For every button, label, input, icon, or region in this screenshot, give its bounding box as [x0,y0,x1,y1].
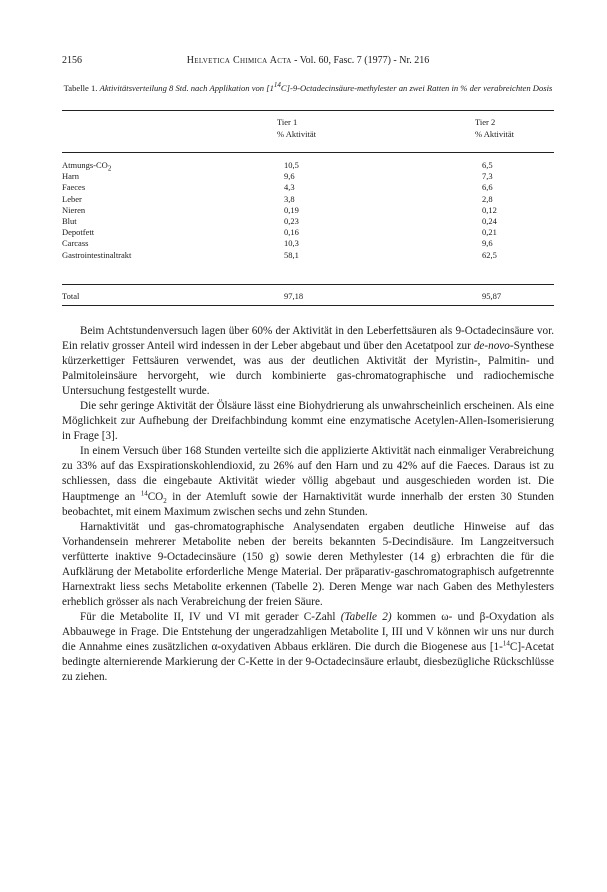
row-value-tier-1: 0,19 [284,204,299,215]
row-label [62,216,77,227]
body-text [62,324,554,685]
table-row [62,205,554,216]
paragraph-5-text-a: Für die Metabolite II, IV und VI mit gerader C-Zahl [80,610,341,623]
row-value-tier-2: 9,6 [482,238,493,249]
paragraph-1-emphasis: de-novo [473,340,510,353]
table-top-rule [62,110,554,111]
table-header [62,117,554,145]
paragraph-5-text-c: C]-Acetat bedingte alternierende Markierung der C-Kette in der 9-Octadecinsäure erlaubt, diesbezügliche Rückschlüsse zu ziehen. [62,640,554,684]
table-row [62,194,554,205]
volume-info: - Vol. 60, Fasc. 7 (1977) - Nr. 216 [294,55,430,66]
table-row [62,216,554,227]
paragraph-5-emphasis: (Tabelle 2) [340,610,392,623]
paragraph-5-text-b: kommen ω- und β-Oxydation als Abbauwege in Frage. Die Entstehung der ungeradzahligen Metabolite I, III und V können wir uns nur durch die Annahme eines zusätzlichen α-oxydativen Abbaus erklären. Die durch die Biogenese aus [1- [62,610,554,653]
table-row [62,182,554,193]
column-1-title: Tier 1 [277,117,298,127]
paragraph-5-superscript: 14 [502,639,510,648]
row-value-tier-2: 6,6 [482,182,493,193]
paragraph-3-text-c: in der Atemluft sowie der Harnaktivität wurde innerhalb der ersten 30 Stunden beobachtet, mit einem Maximum zwischen sechs und zehn Stunden. [62,490,554,518]
column-header-1 [277,117,316,140]
row-label [62,171,79,182]
table-row [62,250,554,261]
total-value-tier-2: 95,87 [482,291,502,301]
column-header-2 [475,117,514,140]
row-label [62,238,88,249]
paragraph-3-text-a: In einem Versuch über 168 Stunden verteilte sich die applizierte Aktivität nach einmaliger Verabreichung zu 33% auf das Exspirationskohlendioxid, zu 26% auf den Harn und zu 42% auf die Faeces. Daraus ist zu schliessen, dass die eingebaute Aktivität wieder völlig abgebaut und ausgeschieden worden ist. Die Hauptmenge an [62,445,554,503]
row-label-text: Faeces [62,182,86,193]
row-label [62,250,131,261]
caption-sup: 14 [273,81,281,90]
row-label [62,182,85,193]
journal-line [62,54,554,68]
row-label-text: Depotfett [62,227,95,238]
total-label: Total [62,291,80,301]
table-header-rule [62,152,554,153]
row-value-tier-2: 62,5 [482,249,497,260]
caption-text-b: C]-9-Octadecinsäure-methylester an zwei Ratten in % der verabreichten Dosis [280,83,553,93]
running-head [62,54,554,68]
row-label-subscript: 2 [107,164,112,173]
caption-text-a: Aktivitätsverteilung 8 Std. nach Applikation von [1 [99,83,274,93]
row-value-tier-2: 7,3 [482,171,493,182]
paragraph-4: Harnaktivität und gas-chromatographische Analysendaten ergaben deutliche Hinweise auf das Vorhandensein mehrerer Metabolite neben der bereits bekannten 5-Decindisäure. Im Langzeitversuch verfütterte inaktive 9-Octadecinsäure (150 g) sowie deren Methylester (14 g) erbrachten die für die Aufklärung der Metabolite erforderliche Menge Material. Der präparativ-gaschromatographisch aufgetrennte Harnextrakt liess sechs Metabolite erkennen (Tabelle 2). Deren Menge war nach Gaben des Methylesters erheblich grösser als nach Verabreichung der freien Säure. [62,520,554,608]
total-value-tier-1: 97,18 [284,291,304,301]
row-value-tier-2: 0,21 [482,227,497,238]
row-label-text: Harn [62,171,79,182]
row-value-tier-1: 58,1 [284,249,299,260]
row-label [62,160,111,171]
page-number: 2156 [62,55,82,66]
row-value-tier-1: 0,23 [284,215,299,226]
row-value-tier-1: 9,6 [284,171,295,182]
row-label-text: Nieren [62,204,86,215]
row-label [62,194,82,205]
table-row [62,171,554,182]
row-value-tier-1: 4,3 [284,182,295,193]
paragraph-3-text-b: CO [147,490,164,503]
row-value-tier-1: 10,5 [284,160,299,170]
row-label [62,227,94,238]
table-total-row [62,290,554,302]
row-label-text: Gastrointestinaltrakt [62,249,132,260]
row-label-text: Carcass [62,238,89,249]
row-label-text: Blut [62,215,77,226]
caption-label: Tabelle 1. [63,83,98,93]
row-value-tier-1: 0,16 [284,227,299,238]
row-label-text: Atmungs-CO [62,160,108,170]
row-value-tier-1: 3,8 [284,193,295,204]
table-row [62,227,554,238]
paragraph-5 [62,610,554,685]
paragraph-2: Die sehr geringe Aktivität der Ölsäure lässt eine Biohydrierung als unwahrscheinlich erscheinen. Als eine Möglichkeit zur Aufhebung der Dreifachbindung kommt eine enzymatische Acetylen-Allen-Isomerisierung in Frage [3]. [62,400,554,443]
table-bottom-rule [62,305,554,306]
paragraph-3 [62,444,554,519]
paragraph-3-subscript: 2 [163,496,167,505]
table-caption [62,83,554,95]
row-value-tier-2: 6,5 [482,160,493,170]
table-total-rule [62,284,554,285]
paragraph-1-text-b: -Synthese kürzerkettiger Fettsäuren verwendet, was aus der deutlichen Aktivität der Myristin-, Palmitin- und Palmitoleinsäure hervorgeht, wie durch kombinierte gas-chromatographische und radiochemische Untersuchung festgestellt wurde. [62,340,554,398]
row-label-text: Leber [62,193,82,204]
table-row [62,238,554,249]
paragraph-3-superscript: 14 [140,488,148,497]
row-value-tier-2: 0,24 [482,215,497,226]
column-2-title: Tier 2 [475,117,496,127]
row-value-tier-2: 0,12 [482,204,497,215]
column-2-unit: % Aktivität [475,128,514,139]
row-value-tier-2: 2,8 [482,193,493,204]
row-value-tier-1: 10,3 [284,238,299,249]
table-body [62,160,554,261]
paragraph-1-text-a: Beim Achtstundenversuch lagen über 60% der Aktivität in den Leberfettsäuren als 9-Octadecinsäure vor. Ein relativ grosser Anteil wird indessen in der Leber abgebaut und über den Acetatpool zur [62,325,554,353]
table-row [62,160,554,171]
paragraph-1 [62,324,554,399]
column-1-unit: % Aktivität [277,128,316,139]
journal-name: Helvetica Chimica Acta [186,55,292,66]
row-label [62,205,85,216]
